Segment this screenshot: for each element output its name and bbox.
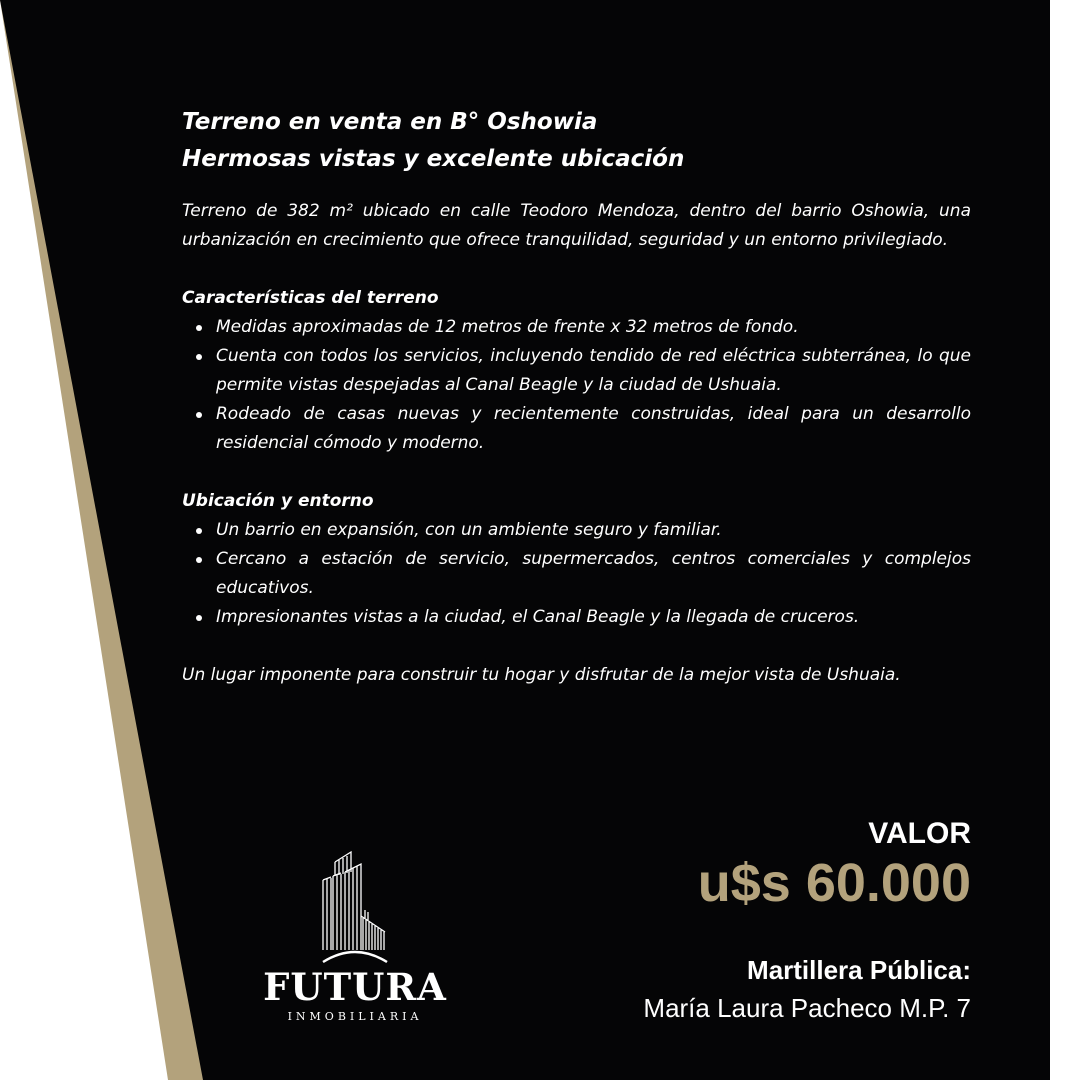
- listing-title: [182, 104, 971, 178]
- buildings-icon: [321, 850, 389, 965]
- logo-name: FUTURA: [263, 965, 447, 1009]
- location-heading: Ubicación y entorno: [182, 491, 374, 511]
- list-item: Cuenta con todos los servicios, incluyendo tendido de red eléctrica subterránea, lo que permite vistas despejadas al Canal Beagle y la ciudad de Ushuaia.: [182, 342, 971, 400]
- list-item: Rodeado de casas nuevas y recientemente construidas, ideal para un desarrollo residencial cómodo y moderno.: [182, 400, 971, 458]
- list-item: Cercano a estación de servicio, supermercados, centros comerciales y complejos educativos.: [182, 545, 971, 603]
- features-list: [182, 313, 971, 458]
- agent-block: [643, 952, 971, 1028]
- location-list: [182, 516, 971, 632]
- futura-logo: [250, 850, 460, 1030]
- listing-content: [182, 104, 971, 690]
- features-heading: Características del terreno: [182, 288, 439, 308]
- agent-name: María Laura Pacheco M.P. 7: [643, 993, 971, 1023]
- features-section: [182, 284, 971, 458]
- price-label: VALOR: [868, 817, 971, 850]
- logo-subtitle: INMOBILIARIA: [287, 1010, 423, 1023]
- listing-intro: Terreno de 382 m² ubicado en calle Teodoro Mendoza, dentro del barrio Oshowia, una urbanización en crecimiento que ofrece tranquilidad, seguridad y un entorno privilegiado.: [182, 201, 971, 250]
- agent-label: Martillera Pública:: [747, 955, 971, 985]
- list-item: Un barrio en expansión, con un ambiente seguro y familiar.: [182, 516, 971, 545]
- title-line-2: Hermosas vistas y excelente ubicación: [182, 146, 685, 172]
- location-section: [182, 487, 971, 632]
- list-item: Impresionantes vistas a la ciudad, el Canal Beagle y la llegada de cruceros.: [182, 603, 971, 632]
- closing-text: Un lugar imponente para construir tu hogar y disfrutar de la mejor vista de Ushuaia.: [182, 665, 901, 685]
- price-amount: u$s 60.000: [697, 853, 971, 913]
- title-line-1: Terreno en venta en B° Oshowia: [182, 109, 598, 135]
- list-item: Medidas aproximadas de 12 metros de frente x 32 metros de fondo.: [182, 313, 971, 342]
- price-block: [698, 815, 971, 913]
